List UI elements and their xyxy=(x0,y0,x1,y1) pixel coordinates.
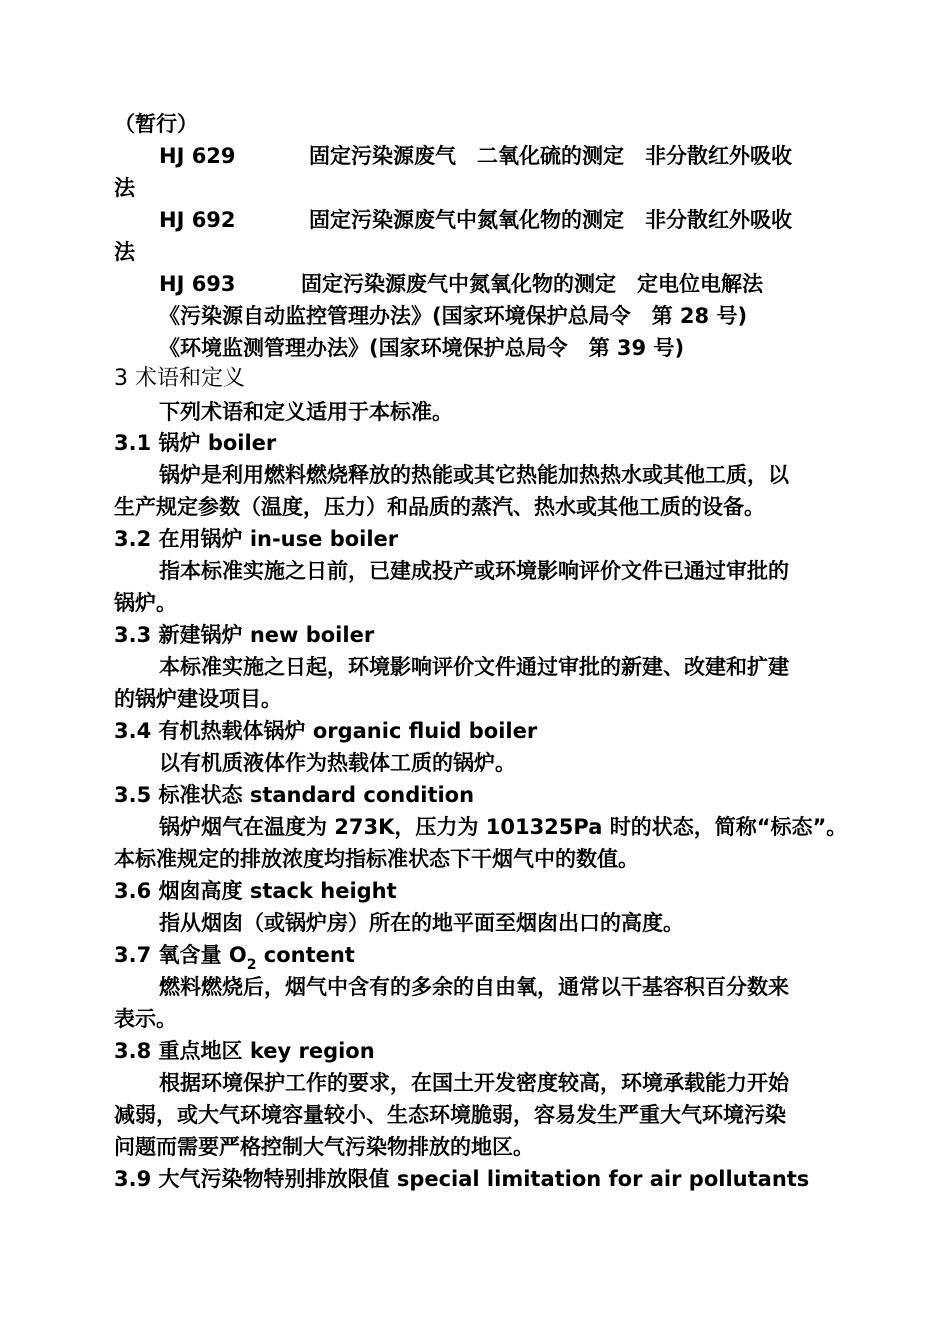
term-text: 表示。 xyxy=(114,1007,177,1031)
term-heading: 3.4 有机热载体锅炉 organic fluid boiler xyxy=(114,719,538,743)
ref-hj629 xyxy=(159,142,792,170)
term-heading-pre: 3.7 氧含量 O xyxy=(114,943,247,967)
term-heading-post: content xyxy=(256,943,355,967)
term-text: 根据环境保护工作的要求，在国土开发密度较高，环境承载能力开始 xyxy=(159,1071,789,1095)
term-heading: 3.2 在用锅炉 in-use boiler xyxy=(114,527,399,551)
ref-regulation-39: 《环境监测管理办法》(国家环境保护总局令 第 39 号) xyxy=(159,336,685,360)
ref-code: HJ 693 xyxy=(159,272,236,296)
term-heading: 3.9 大气污染物特别排放限值 special limitation for air pollutants xyxy=(114,1167,810,1191)
section-intro: 下列术语和定义适用于本标准。 xyxy=(159,400,453,424)
term-text: 锅炉是利用燃料燃烧释放的热能或其它热能加热热水或其他工质，以 xyxy=(159,463,789,487)
ref-code: HJ 692 xyxy=(159,208,236,232)
ref-hj629-cont: 法 xyxy=(114,176,135,200)
term-text: 以有机质液体作为热载体工质的锅炉。 xyxy=(159,751,516,775)
term-text: 本标准实施之日起，环境影响评价文件通过审批的新建、改建和扩建 xyxy=(159,655,789,679)
term-text: 问题而需要严格控制大气污染物排放的地区。 xyxy=(114,1135,534,1159)
ref-title: 固定污染源废气中氮氧化物的测定 定电位电解法 xyxy=(301,272,763,296)
term-text: 指本标准实施之日前，已建成投产或环境影响评价文件已通过审批的 xyxy=(159,559,789,583)
term-text: 的锅炉建设项目。 xyxy=(114,687,282,711)
term-text: 燃料燃烧后，烟气中含有的多余的自由氧，通常以干基容积百分数来 xyxy=(159,975,789,999)
ref-hj692-cont: 法 xyxy=(114,240,135,264)
term-heading: 3.5 标准状态 standard condition xyxy=(114,783,475,807)
ref-code: HJ 629 xyxy=(159,144,236,168)
term-text: 指从烟囱（或锅炉房）所在的地平面至烟囱出口的高度。 xyxy=(159,911,684,935)
section-heading: 3 术语和定义 xyxy=(114,366,245,391)
term-text: 生产规定参数（温度，压力）和品质的蒸汽、热水或其他工质的设备。 xyxy=(114,495,765,519)
term-heading: 3.6 烟囱高度 stack height xyxy=(114,879,397,903)
term-text: 锅炉。 xyxy=(114,591,177,615)
ref-hj693 xyxy=(159,270,763,298)
term-text: 减弱，或大气环境容量较小、生态环境脆弱，容易发生严重大气环境污染 xyxy=(114,1103,786,1127)
term-heading: 3.1 锅炉 boiler xyxy=(114,431,277,455)
term-text: 锅炉烟气在温度为 273K，压力为 101325Pa 时的状态，简称“标态”。 xyxy=(159,815,848,839)
temp-note: （暂行） xyxy=(114,112,198,136)
ref-regulation-28: 《污染源自动监控管理办法》(国家环境保护总局令 第 28 号) xyxy=(159,304,748,328)
term-heading xyxy=(114,941,355,972)
subscript: 2 xyxy=(246,957,257,973)
ref-title: 固定污染源废气中氮氧化物的测定 非分散红外吸收 xyxy=(309,208,792,232)
ref-title: 固定污染源废气 二氧化硫的测定 非分散红外吸收 xyxy=(309,144,792,168)
term-heading: 3.3 新建锅炉 new boiler xyxy=(114,623,375,647)
term-heading: 3.8 重点地区 key region xyxy=(114,1039,375,1063)
term-text: 本标准规定的排放浓度均指标准状态下干烟气中的数值。 xyxy=(114,847,639,871)
ref-hj692 xyxy=(159,206,792,234)
